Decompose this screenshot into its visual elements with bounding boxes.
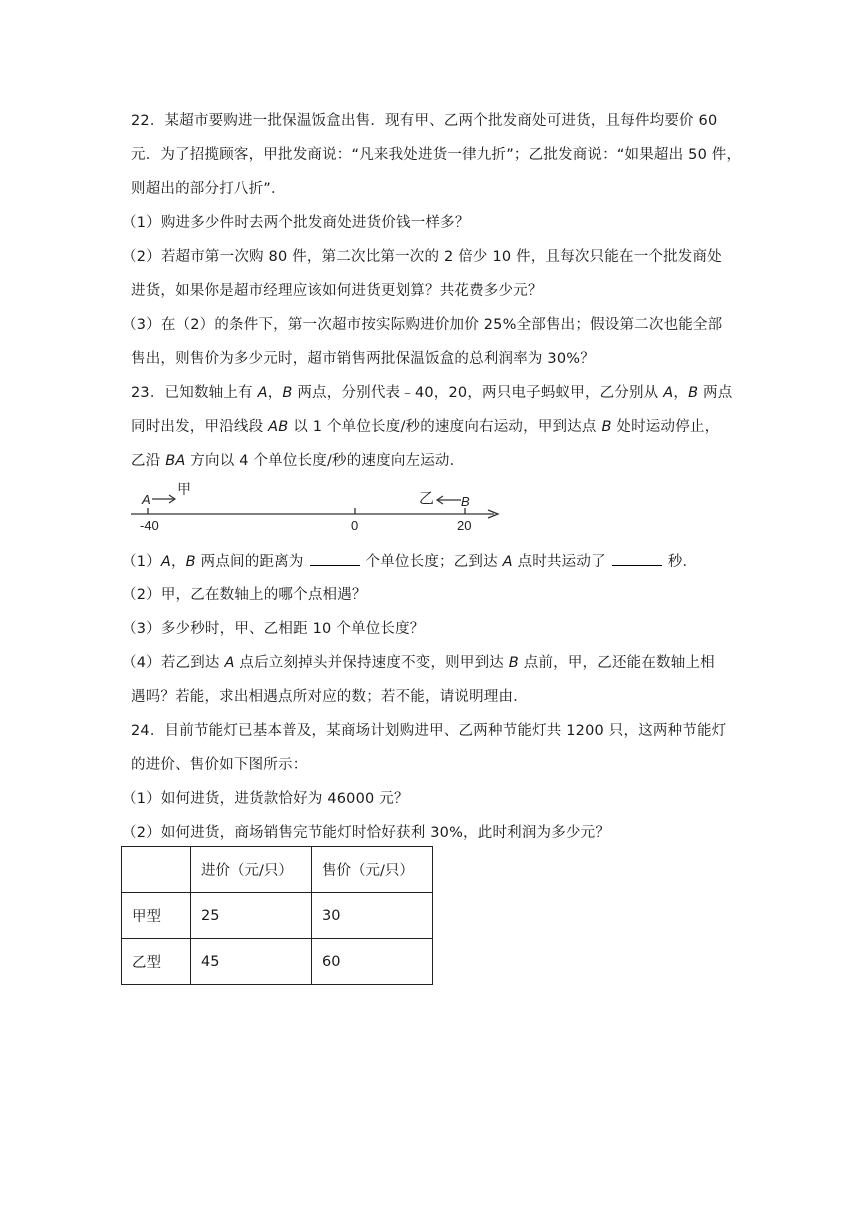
- q22-part-1: （1）购进多少件时去两个批发商处进货价钱一样多？: [122, 215, 470, 231]
- figure-label-jia: 甲: [177, 481, 191, 497]
- q23-text: ，: [267, 385, 283, 401]
- table-header-cell: 售价（元/只）: [312, 847, 433, 893]
- table-cell: 甲型: [122, 893, 191, 939]
- answer-blank-distance[interactable]: [310, 551, 360, 566]
- q24-stem-line-2: 的进价、售价如下图所示：: [131, 757, 308, 773]
- point-a-label: A: [224, 655, 235, 671]
- table-header-cell: 进价（元/只）: [191, 847, 312, 893]
- table-header-cell: [122, 847, 191, 893]
- table-cell: 45: [191, 939, 312, 985]
- q22-part-3-line-2: 售出，则售价为多少元时，超市销售两批保温饭盒的总利润率为 30%？: [131, 351, 595, 367]
- table-row: [122, 939, 433, 985]
- q23-stem-line-1: [131, 383, 732, 403]
- figure-label-a: A: [142, 492, 151, 507]
- q22-stem-line-2: 元．为了招揽顾客，甲批发商说：“凡来我处进货一律九折”；乙批发商说：“如果超出 50 件，: [131, 147, 742, 163]
- q23-text: （4）若乙到达: [122, 655, 225, 671]
- point-a-label: A: [160, 554, 171, 570]
- segment-ab-label: AB: [268, 419, 289, 435]
- answer-blank-time[interactable]: [612, 551, 662, 566]
- q23-stem-line-3: [131, 451, 464, 471]
- q23-text: 两点，分别代表﹣40，20，两只电子蚂蚁甲，乙分别从: [292, 385, 664, 401]
- tick-label-minus-40: -40: [140, 518, 159, 533]
- number-line-svg: [128, 478, 508, 534]
- point-a-label: A: [663, 385, 674, 401]
- point-a-label: A: [257, 385, 268, 401]
- table-cell: 25: [191, 893, 312, 939]
- q23-text: 以 1 个单位长度/秒的速度向右运动，甲到达点: [288, 419, 602, 435]
- tick-label-20: 20: [457, 518, 472, 533]
- q23-text: 23．已知数轴上有: [131, 385, 258, 401]
- q23-text: 乙沿: [131, 453, 166, 469]
- price-table: [121, 846, 433, 985]
- q23-text: 同时出发，甲沿线段: [131, 419, 269, 435]
- point-b-label: B: [185, 554, 196, 570]
- q23-part-1: [122, 551, 697, 572]
- q23-text: （1）: [122, 554, 161, 570]
- q23-text: ，: [170, 554, 186, 570]
- table-header-row: [122, 847, 433, 893]
- q23-text: 点前，甲，乙还能在数轴上相: [518, 655, 715, 671]
- table-cell: 乙型: [122, 939, 191, 985]
- q22-stem-line-1: 22．某超市要购进一批保温饭盒出售．现有甲、乙两个批发商处可进货，且每件均要价 60: [131, 113, 718, 129]
- q23-text: ，: [673, 385, 689, 401]
- point-b-label: B: [601, 419, 612, 435]
- table-row: [122, 893, 433, 939]
- number-line-figure: [128, 478, 508, 534]
- q22-part-2-line-1: （2）若超市第一次购 80 件，第二次比第一次的 2 倍少 10 件，且每次只能在一个批发商处: [122, 249, 722, 265]
- tick-label-0: 0: [351, 518, 359, 533]
- q24-part-2: （2）如何进货，商场销售完节能灯时恰好获利 30%，此时利润为多少元？: [122, 825, 611, 841]
- q22-part-2-line-2: 进货，如果你是超市经理应该如何进货更划算？共花费多少元？: [131, 283, 543, 299]
- q23-text: 点后立刻掉头并保持速度不变，则甲到达: [234, 655, 509, 671]
- q23-text: 秒．: [667, 554, 698, 570]
- q23-text: 方向以 4 个单位长度/秒的速度向左运动．: [185, 453, 465, 469]
- q23-stem-line-2: [131, 417, 719, 437]
- q23-text: 两点: [698, 385, 733, 401]
- q23-part-2: （2）甲，乙在数轴上的哪个点相遇？: [122, 587, 367, 603]
- q23-part-3: （3）多少秒时，甲、乙相距 10 个单位长度？: [122, 621, 425, 637]
- q23-part-4-line-1: [122, 653, 715, 673]
- q22-stem-line-3: 则超出的部分打八折”．: [131, 181, 286, 197]
- q22-part-3-line-1: （3）在（2）的条件下，第一次超市按实际购进价加价 25%全部售出；假设第二次也能全部: [122, 317, 723, 333]
- q24-stem-line-1: 24．目前节能灯已基本普及，某商场计划购进甲、乙两种节能灯共 1200 只，这两种节能灯: [131, 723, 727, 739]
- figure-label-b: B: [461, 494, 470, 509]
- point-a-label: A: [502, 554, 513, 570]
- table-cell: 60: [312, 939, 433, 985]
- table-cell: 30: [312, 893, 433, 939]
- q23-text: 个单位长度；乙到达: [365, 554, 503, 570]
- direction-ba-label: BA: [165, 453, 186, 469]
- point-b-label: B: [688, 385, 699, 401]
- point-b-label: B: [508, 655, 519, 671]
- point-b-label: B: [282, 385, 293, 401]
- q24-part-1: （1）如何进货，进货款恰好为 46000 元？: [122, 791, 409, 807]
- q23-part-4-line-2: 遇吗？若能，求出相遇点所对应的数；若不能，请说明理由．: [131, 689, 528, 705]
- q23-text: 点时共运动了: [512, 554, 606, 570]
- q23-text: 处时运动停止，: [611, 419, 720, 435]
- figure-label-yi: 乙: [419, 490, 435, 507]
- q23-text: 两点间的距离为: [195, 554, 304, 570]
